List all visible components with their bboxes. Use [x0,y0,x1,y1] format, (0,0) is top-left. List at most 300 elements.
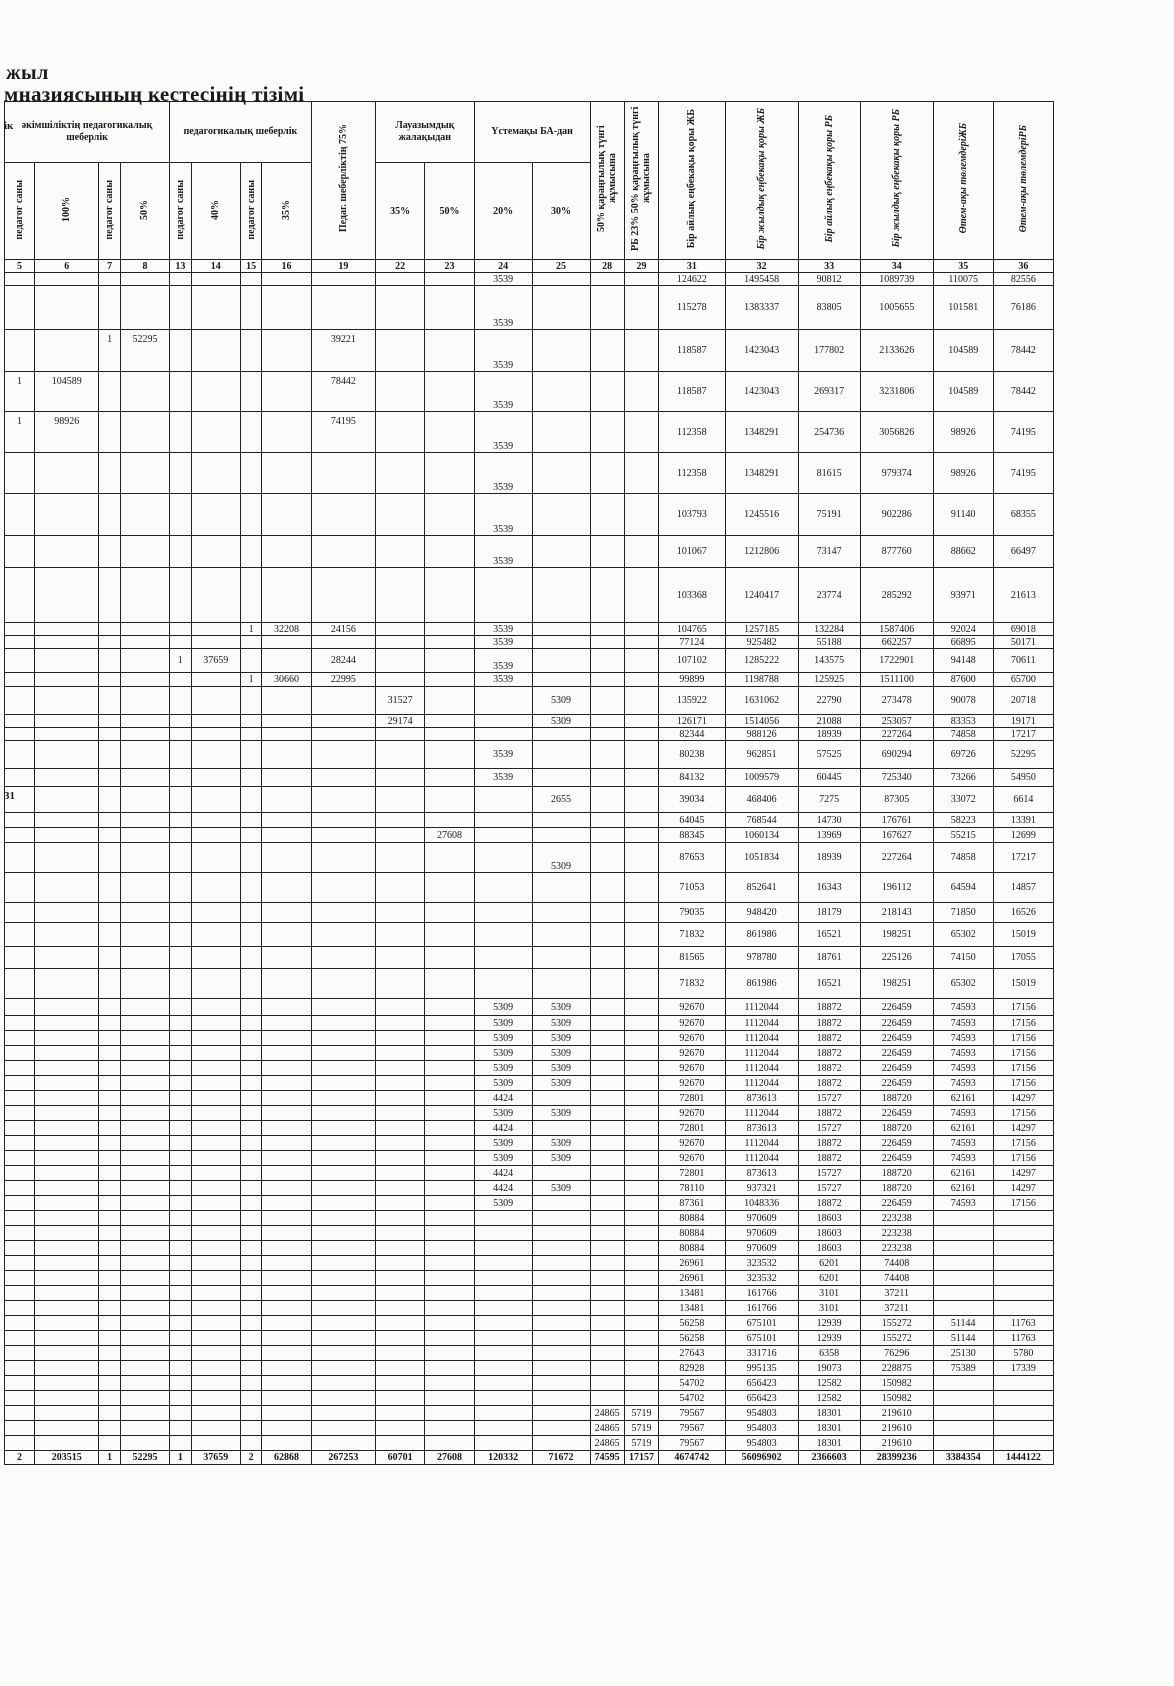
cell-22 [376,1241,425,1256]
cell-24: 4424 [474,1166,532,1181]
cell-15 [240,1346,261,1361]
cell-22 [376,769,425,787]
cell-22 [376,813,425,828]
cell-35: 90078 [933,687,993,715]
cell-13 [170,1061,191,1076]
cell-6 [35,728,99,741]
cell-33: 18872 [798,1046,860,1061]
cell-6 [35,843,99,873]
cell-32: 925482 [725,636,798,649]
cell-13 [170,1241,191,1256]
cell-33: 18603 [798,1211,860,1226]
cell-6 [35,1046,99,1061]
cell-31: 92670 [659,1136,725,1151]
cell-23 [425,1106,474,1121]
cell-33: 18872 [798,1106,860,1121]
cell-19 [311,1241,375,1256]
cell-16 [262,1271,311,1286]
cell-13 [170,813,191,828]
cell-32: 1631062 [725,687,798,715]
table-row [5,372,1054,412]
cell-34: 188720 [860,1091,933,1106]
cell-31: 84132 [659,769,725,787]
cell-13 [170,728,191,741]
cell-34: 37211 [860,1301,933,1316]
cell-14 [191,1136,240,1151]
cell-25 [532,873,590,903]
cell-35 [933,1376,993,1391]
cell-19 [311,273,375,286]
table-row [5,813,1054,828]
cell-35 [933,1406,993,1421]
cell-33: 18872 [798,1136,860,1151]
cell-13 [170,873,191,903]
cell-22 [376,673,425,687]
table-row [5,1286,1054,1301]
cell-24: 3539 [474,412,532,453]
cell-35: 55215 [933,828,993,843]
cell-36: 17156 [993,999,1053,1016]
cell-13 [170,947,191,969]
cell-34: 662257 [860,636,933,649]
cell-36: 14297 [993,1181,1053,1196]
cell-31: 92670 [659,1151,725,1166]
cell-34: 225126 [860,947,933,969]
cell-24 [474,813,532,828]
cell-8 [120,1181,169,1196]
cell-8 [120,687,169,715]
cell-31: 79567 [659,1436,725,1451]
cell-31: 77124 [659,636,725,649]
cell-23 [425,715,474,728]
cell-23 [425,1286,474,1301]
cell-34: 37211 [860,1286,933,1301]
cell-24: 5309 [474,1061,532,1076]
table-row [5,947,1054,969]
column-number-25: 25 [532,260,590,273]
cell-15 [240,903,261,923]
cell-34: 223238 [860,1226,933,1241]
cell-8 [120,636,169,649]
cell-24 [474,1286,532,1301]
cell-24 [474,843,532,873]
cell-31: 26961 [659,1271,725,1286]
cell-34: 188720 [860,1166,933,1181]
cell-35: 75389 [933,1361,993,1376]
cell-36 [993,1226,1053,1241]
cell-23 [425,1136,474,1151]
cell-22 [376,1091,425,1106]
column-number-8: 8 [120,260,169,273]
cell-22 [376,649,425,673]
cell-23 [425,1181,474,1196]
subheader-lauazym-50: 50% [425,163,474,260]
cell-33: 18179 [798,903,860,923]
cell-32: 978780 [725,947,798,969]
cell-24: 5309 [474,1076,532,1091]
cell-31: 82344 [659,728,725,741]
cell-28 [590,828,624,843]
cell-28 [590,330,624,372]
cell-7 [99,372,120,412]
cell-34: 76296 [860,1346,933,1361]
cell-22 [376,903,425,923]
cell-16 [262,1361,311,1376]
cell-24: 3539 [474,623,532,636]
cell-16 [262,1151,311,1166]
cell-6 [35,1301,99,1316]
cell-6 [35,1286,99,1301]
table-row [5,1106,1054,1121]
cell-7 [99,1226,120,1241]
table-row [5,923,1054,947]
cell-15 [240,1211,261,1226]
cell-5 [5,673,35,687]
cell-29 [624,769,658,787]
cell-31: 107102 [659,649,725,673]
cell-24 [474,923,532,947]
cell-5 [5,1196,35,1211]
cell-25: 5309 [532,843,590,873]
cell-8 [120,1361,169,1376]
cell-35: 93971 [933,568,993,623]
cell-32: 1383337 [725,286,798,330]
cell-16 [262,1241,311,1256]
cell-19 [311,1301,375,1316]
cell-24 [474,1406,532,1421]
cell-7 [99,1076,120,1091]
cell-36: 17217 [993,843,1053,873]
cell-22 [376,1421,425,1436]
cell-29 [624,1196,658,1211]
cell-31: 56258 [659,1331,725,1346]
cell-13 [170,636,191,649]
cell-16 [262,843,311,873]
cell-24: 4424 [474,1181,532,1196]
cell-8 [120,947,169,969]
cell-35: 88662 [933,536,993,568]
cell-28: 24865 [590,1436,624,1451]
cell-34: 226459 [860,1136,933,1151]
cell-13 [170,1196,191,1211]
cell-19 [311,1046,375,1061]
cell-8 [120,813,169,828]
cell-28 [590,1106,624,1121]
cell-35: 33072 [933,787,993,813]
cell-19 [311,1271,375,1286]
cell-5 [5,769,35,787]
cell-19 [311,1136,375,1151]
cell-25 [532,1256,590,1271]
cell-19 [311,999,375,1016]
cell-36: 52295 [993,741,1053,769]
cell-25: 5309 [532,715,590,728]
cell-24 [474,903,532,923]
header-c36: Өтем-ақы төлемдеріРБ [993,102,1053,260]
cell-35 [933,1211,993,1226]
cell-15 [240,1151,261,1166]
cell-36: 66497 [993,536,1053,568]
cell-34: 219610 [860,1421,933,1436]
total-cell-29: 17157 [624,1451,658,1465]
cell-33: 14730 [798,813,860,828]
cell-19 [311,1256,375,1271]
cell-14 [191,1016,240,1031]
cell-13 [170,715,191,728]
cell-22 [376,1076,425,1091]
cell-24 [474,1331,532,1346]
cell-15 [240,787,261,813]
cell-32: 161766 [725,1286,798,1301]
cell-24 [474,1211,532,1226]
cell-5 [5,1136,35,1151]
cell-22 [376,536,425,568]
cell-8 [120,1376,169,1391]
cell-32: 675101 [725,1331,798,1346]
cell-24: 3539 [474,494,532,536]
table-row [5,1121,1054,1136]
cell-24 [474,1346,532,1361]
cell-25 [532,673,590,687]
cell-24: 3539 [474,453,532,494]
cell-6 [35,903,99,923]
cell-6 [35,1211,99,1226]
cell-19: 28244 [311,649,375,673]
cell-28 [590,568,624,623]
cell-24 [474,715,532,728]
cell-19 [311,1151,375,1166]
cell-13 [170,1391,191,1406]
cell-14 [191,1211,240,1226]
cell-33: 13969 [798,828,860,843]
table-row [5,1421,1054,1436]
cell-6 [35,1331,99,1346]
cell-33: 18603 [798,1226,860,1241]
cell-6 [35,1181,99,1196]
cell-36: 6614 [993,787,1053,813]
cell-6 [35,1256,99,1271]
cell-35: 74593 [933,1046,993,1061]
cell-22 [376,741,425,769]
cell-7 [99,873,120,903]
cell-8 [120,787,169,813]
cell-31: 80884 [659,1226,725,1241]
cell-14 [191,1301,240,1316]
cell-36: 14857 [993,873,1053,903]
cell-24: 3539 [474,330,532,372]
cell-33: 7275 [798,787,860,813]
cell-24: 5309 [474,1106,532,1121]
cell-23 [425,1196,474,1211]
cell-14 [191,1091,240,1106]
cell-13 [170,999,191,1016]
cell-5 [5,1031,35,1046]
cell-22 [376,636,425,649]
cell-8 [120,873,169,903]
cell-15 [240,636,261,649]
cell-6 [35,536,99,568]
cell-7 [99,1031,120,1046]
cell-34: 226459 [860,1016,933,1031]
cell-7 [99,1046,120,1061]
cell-16 [262,1196,311,1211]
cell-35: 74593 [933,1031,993,1046]
cell-22 [376,1166,425,1181]
cell-5 [5,1361,35,1376]
cell-36: 5780 [993,1346,1053,1361]
cell-7 [99,1241,120,1256]
cell-15 [240,1286,261,1301]
header-c32: Бір жылдық еңбекақы қоры ЖБ [725,102,798,260]
column-number-22: 22 [376,260,425,273]
cell-32: 988126 [725,728,798,741]
cell-32: 970609 [725,1241,798,1256]
column-number-15: 15 [240,260,261,273]
table-row [5,568,1054,623]
cell-31: 56258 [659,1316,725,1331]
cell-15 [240,1331,261,1346]
cell-29 [624,1346,658,1361]
cell-31: 80884 [659,1241,725,1256]
cell-8 [120,969,169,999]
cell-29: 5719 [624,1436,658,1451]
cell-32: 852641 [725,873,798,903]
cell-8 [120,494,169,536]
cell-36: 69018 [993,623,1053,636]
cell-34: 198251 [860,923,933,947]
cell-23 [425,1271,474,1286]
cell-33: 57525 [798,741,860,769]
cell-28 [590,728,624,741]
cell-7 [99,1331,120,1346]
cell-31: 135922 [659,687,725,715]
cell-29 [624,1166,658,1181]
cell-25 [532,1376,590,1391]
table-row [5,649,1054,673]
subheader-lauazym-35: 35% [376,163,425,260]
cell-32: 675101 [725,1316,798,1331]
cell-22 [376,873,425,903]
cell-14 [191,1241,240,1256]
table-row [5,903,1054,923]
cell-16 [262,769,311,787]
cell-15 [240,1106,261,1121]
cell-33: 73147 [798,536,860,568]
cell-5 [5,1106,35,1121]
cell-31: 118587 [659,330,725,372]
cell-5 [5,286,35,330]
cell-29 [624,372,658,412]
cell-28 [590,1226,624,1241]
cell-22 [376,1376,425,1391]
cell-5 [5,536,35,568]
cell-8 [120,623,169,636]
cell-31: 54702 [659,1391,725,1406]
cell-29 [624,813,658,828]
cell-15 [240,969,261,999]
cell-6 [35,1361,99,1376]
cell-19 [311,1286,375,1301]
cell-33: 15727 [798,1121,860,1136]
cell-29 [624,412,658,453]
cell-7 [99,828,120,843]
cell-34: 150982 [860,1376,933,1391]
cell-24 [474,947,532,969]
cell-8 [120,649,169,673]
cell-16 [262,1166,311,1181]
cell-15 [240,1121,261,1136]
cell-24 [474,728,532,741]
cell-34: 1005655 [860,286,933,330]
total-cell-28: 74595 [590,1451,624,1465]
cell-19 [311,787,375,813]
cell-36: 54950 [993,769,1053,787]
cell-33: 18761 [798,947,860,969]
cell-31: 92670 [659,1076,725,1091]
cell-28 [590,412,624,453]
total-cell-23: 27608 [425,1451,474,1465]
cell-5 [5,843,35,873]
cell-29 [624,623,658,636]
cell-6 [35,1016,99,1031]
cell-34: 188720 [860,1181,933,1196]
cell-6 [35,1226,99,1241]
cell-25 [532,1286,590,1301]
subheader-ped-sany: педагог саны [99,163,120,260]
cell-34: 3056826 [860,412,933,453]
cell-29 [624,1031,658,1046]
cell-16 [262,494,311,536]
cell-28 [590,649,624,673]
cell-8 [120,1136,169,1151]
cell-6 [35,1061,99,1076]
cell-15 [240,568,261,623]
cell-31: 124622 [659,273,725,286]
cell-5 [5,1256,35,1271]
cell-35 [933,1391,993,1406]
cell-32: 323532 [725,1271,798,1286]
cell-35: 104589 [933,372,993,412]
cell-25 [532,453,590,494]
cell-6 [35,1076,99,1091]
header-ustemaky: Үстемақы БА-дан [474,102,590,163]
cell-6 [35,687,99,715]
table-row [5,330,1054,372]
cell-13 [170,1106,191,1121]
cell-24 [474,787,532,813]
cell-19: 22995 [311,673,375,687]
cell-8 [120,568,169,623]
cell-22 [376,1121,425,1136]
cell-6 [35,787,99,813]
cell-16 [262,1301,311,1316]
table-row [5,1046,1054,1061]
cell-22 [376,1046,425,1061]
cell-14 [191,1061,240,1076]
total-cell-14: 37659 [191,1451,240,1465]
cell-5 [5,969,35,999]
cell-16 [262,947,311,969]
table-row [5,623,1054,636]
cell-16 [262,1346,311,1361]
cell-36: 17156 [993,1061,1053,1076]
cell-24 [474,873,532,903]
cell-24: 5309 [474,1136,532,1151]
cell-33: 15727 [798,1091,860,1106]
cell-32: 1285222 [725,649,798,673]
cell-28 [590,1211,624,1226]
header-ped-75: Педаг. шеберліктің 75% [311,102,375,260]
